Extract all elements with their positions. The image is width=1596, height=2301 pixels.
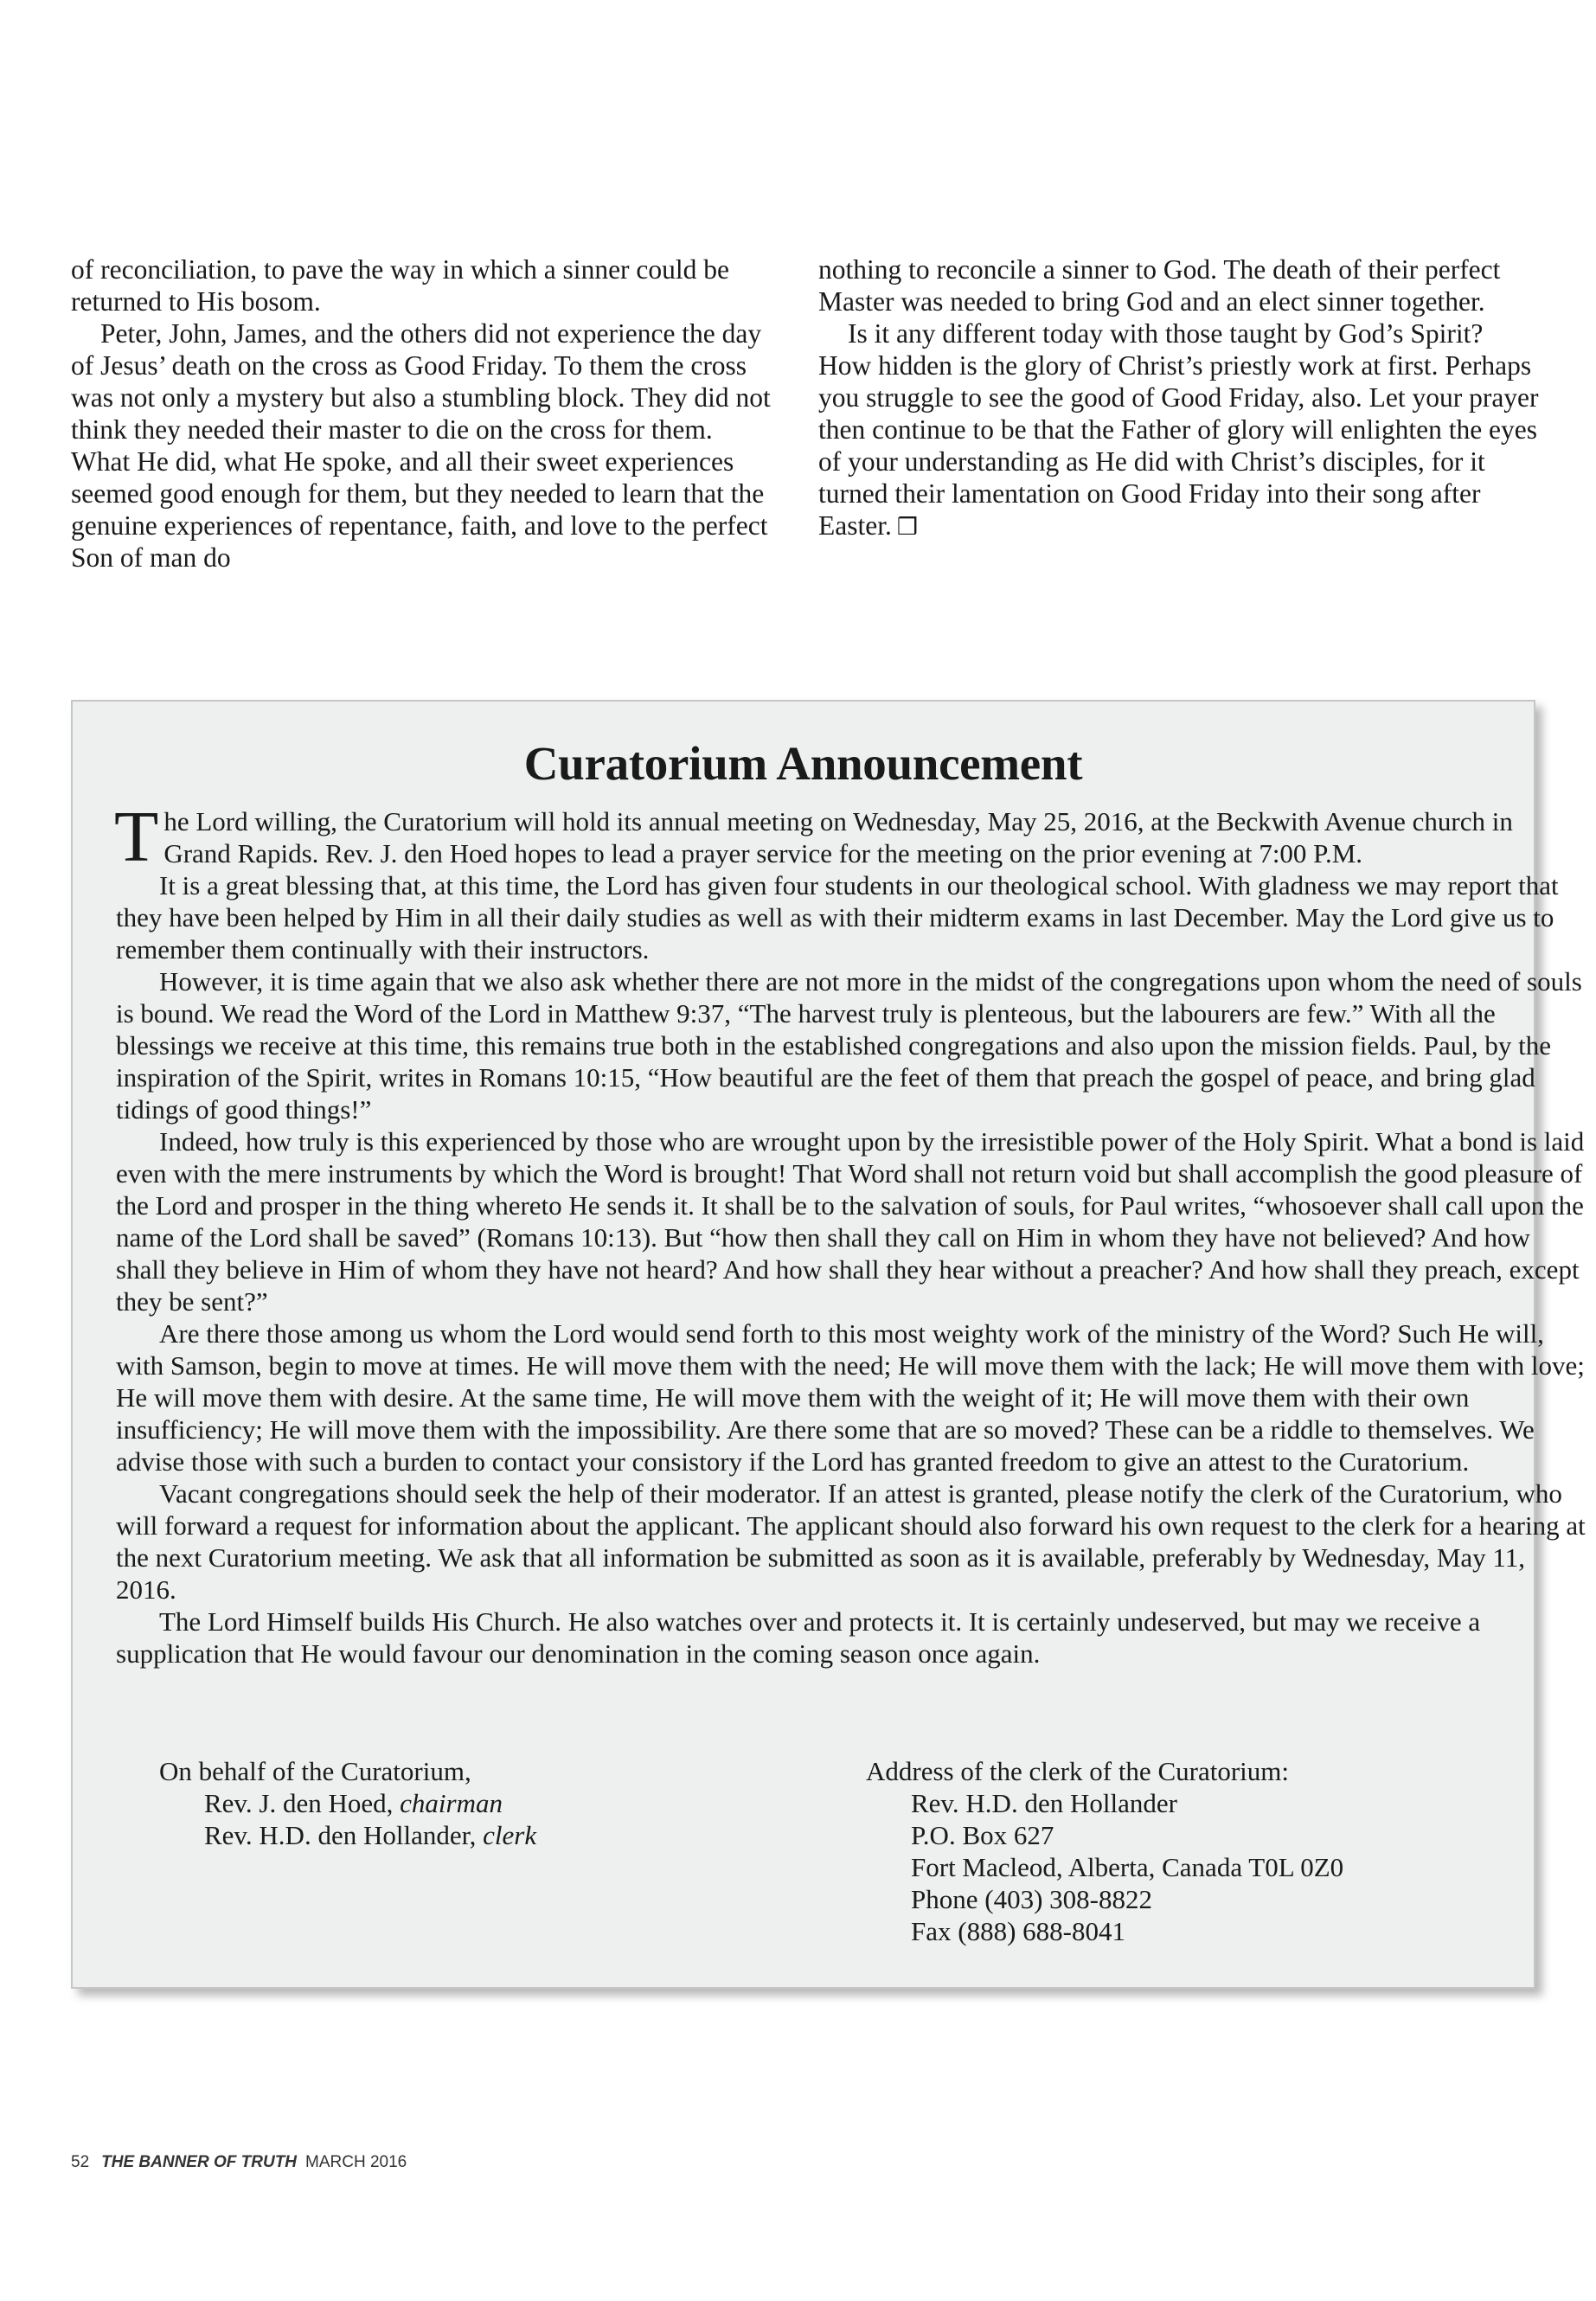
announcement-paragraph: Vacant congregations should seek the help of their moderator. If an attest is granted, please notify the clerk of the Curatorium, who will forward a request for information about the applicant. The applicant should also forward his own request to the clerk for a hearing at the next Curatorium meeting. We ask that all information be submitted as soon as it is available, preferably by Wednesday, May 11, 2016.: [116, 1478, 1586, 1605]
clerk-role: clerk: [483, 1820, 537, 1850]
page-number: 52: [71, 2153, 90, 2171]
article-paragraph: Peter, John, James, and the others did not experience the day of Jesus’ death on the cross as Good Friday. To them the cross was not only a mystery but also a stumbling block. They did not think they needed their master to die on the cross for them. What He did, what He spoke, and all their sweet experiences seemed good enough for them, but they needed to learn that the genuine experiences of repentance, faith, and love to the perfect Son of man do: [71, 318, 771, 573]
signature-chairman: [159, 1787, 536, 1819]
address-heading: Address of the clerk of the Curatorium:: [866, 1756, 1289, 1786]
article-paragraph: of reconciliation, to pave the way in which a sinner could be returned to His bosom.: [71, 254, 729, 317]
announcement-paragraph: Are there those among us whom the Lord would send forth to this most weighty work of the ministry of the Word? Such He will, with Samson, begin to move at times. He will move them with the need; He will move them with the lack; He will move them with love; He will move them with desire. At the same time, He will move them with the weight of it; He will move them with their own insufficiency; He will move them with the impossibility. Are there some that are so moved? These can be a riddle to themselves. We advise those with such a burden to contact your consistory if the Lord has granted freedom to give an attest to the Curatorium.: [116, 1318, 1585, 1477]
address-phone: Phone (403) 308-8822: [911, 1884, 1152, 1914]
chairman-role: chairman: [400, 1788, 503, 1818]
chairman-name: Rev. J. den Hoed,: [204, 1788, 394, 1818]
announcement-paragraph: The Lord Himself builds His Church. He also watches over and protects it. It is certainly undeserved, but may we receive a supplication that He would favour our denomination in the coming season once again.: [116, 1606, 1481, 1669]
announcement-paragraph: However, it is time again that we also ask whether there are not more in the midst of the congregations upon whom the need of souls is bound. We read the Word of the Lord in Matthew 9:37, “The harvest truly is plenteous, but the labourers are few.” With all the blessings we receive at this time, this remains true both in the established congregations and also upon the mission fields. Paul, by the inspiration of the Spirit, writes in Romans 10:15, “How beautiful are the feet of them that preach the gospel of peace, and bring glad tidings of good things!”: [116, 966, 1582, 1125]
article-paragraph: nothing to reconcile a sinner to God. The death of their perfect Master was needed to bring God and an elect sinner together.: [818, 254, 1501, 317]
address-name: Rev. H.D. den Hollander: [911, 1788, 1177, 1818]
clerk-name: Rev. H.D. den Hollander,: [204, 1820, 477, 1850]
address-city: Fort Macleod, Alberta, Canada T0L 0Z0: [911, 1852, 1344, 1882]
announcement-box: [71, 700, 1586, 1989]
address-po-box: P.O. Box 627: [911, 1820, 1054, 1850]
page-footer: [71, 2153, 407, 2172]
clerk-address-block: [866, 1755, 1343, 1947]
article-paragraph-text: Is it any different today with those taught by God’s Spirit? How hidden is the glory of Christ’s priestly work at first. Perhaps you struggle to see the good of Good Friday, also. Let your prayer then continue to be that the Father of glory will enlighten the eyes of your understanding as He did with Christ’s disciples, for it turned their lamentation on Good Friday into their song after Easter.: [818, 318, 1539, 541]
signature-block: [159, 1755, 536, 1851]
announcement-paragraph: Indeed, how truly is this experienced by those who are wrought upon by the irresistible power of the Holy Spirit. What a bond is laid even with the mere instruments by which the Word is brought! That Word shall not return void but shall accomplish the good pleasure of the Lord and prosper in the thing whereto He sends it. It shall be to the salvation of souls, for Paul writes, “whosoever shall call upon the name of the Lord shall be saved” (Romans 10:13). But “how then shall they call on Him in whom they have not believed? And how shall they believe in Him of whom they have not heard? And how shall they hear without a preacher? And how shall they preach, except they be sent?”: [116, 1126, 1585, 1317]
announcement-paragraph-text: he Lord willing, the Curatorium will hold its annual meeting on Wednesday, May 25, 2016, at the Beckwith Avenue church in Grand Rapids. Rev. J. den Hoed hopes to lead a prayer service for the meeting on the prior evening at 7:00 P.M.: [163, 806, 1513, 868]
announcement-paragraph: [114, 797, 1586, 877]
announcement-paragraph: It is a great blessing that, at this time, the Lord has given four students in our theological school. With gladness we may report that they have been helped by Him in all their daily studies as well as with their midterm exams in last December. May the Lord give us to remember them continually with their instructors.: [116, 870, 1559, 965]
end-of-article-mark-icon: ❒: [896, 514, 919, 541]
announcement-title: Curatorium Announcement: [523, 737, 1083, 790]
issue-date: MARCH 2016: [305, 2153, 407, 2171]
article-column-right: [818, 253, 1541, 543]
signature-intro: On behalf of the Curatorium,: [159, 1756, 471, 1786]
article-column-left: [71, 253, 776, 574]
signature-clerk: [159, 1819, 536, 1851]
announcement-body: [114, 797, 1586, 1670]
magazine-title: THE BANNER OF TRUTH: [101, 2153, 298, 2171]
article-paragraph: [818, 317, 1541, 543]
drop-cap: T: [114, 797, 159, 877]
address-fax: Fax (888) 688-8041: [911, 1916, 1125, 1946]
